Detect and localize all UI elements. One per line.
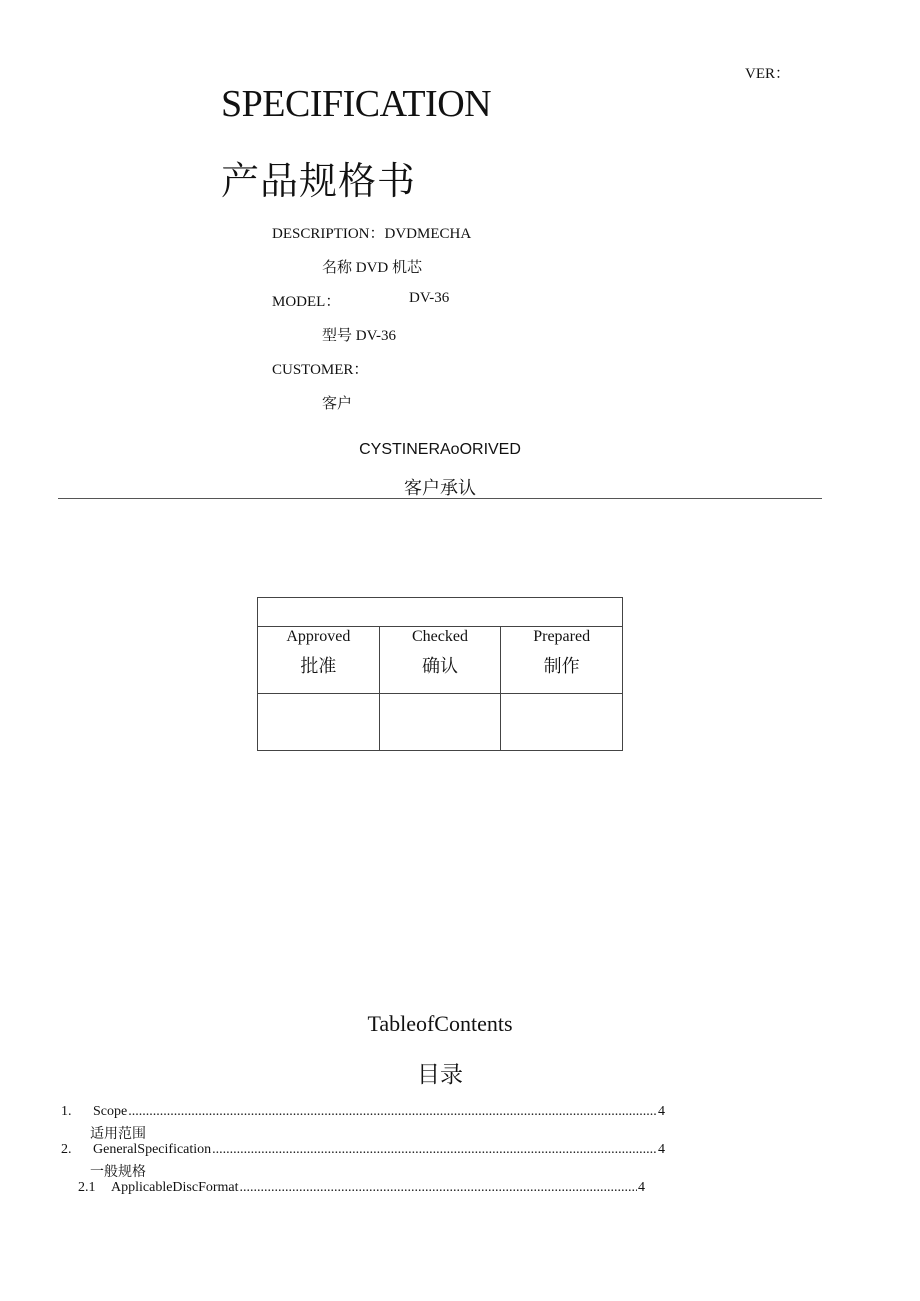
model-value: DV-36 — [409, 290, 450, 306]
approved-signature-cell — [258, 694, 380, 751]
approved-label-en: Approved — [286, 628, 351, 645]
model-cn: 型号 DV-36 — [322, 328, 397, 344]
toc-entry-label: GeneralSpecification — [93, 1142, 212, 1157]
toc-entry-number: 2. — [61, 1142, 72, 1157]
toc-title-cn: 目录 — [417, 1062, 463, 1087]
toc-entry-number: 1. — [61, 1104, 72, 1119]
description-label: DESCRIPTION：DVDMECHA — [272, 226, 472, 242]
customer-label: CUSTOMER： — [272, 362, 369, 378]
signature-table — [257, 597, 623, 751]
document-title-cn: 产品规格书 — [221, 161, 417, 203]
table-row — [258, 627, 623, 694]
description-cn: 名称 DVD 机芯 — [322, 260, 422, 276]
prepared-signature-cell — [501, 694, 623, 751]
toc-entry-applicable-disc-format[interactable] — [78, 1180, 645, 1196]
toc-leader-dots — [128, 1104, 657, 1120]
table-row — [258, 694, 623, 751]
toc-entry-scope-cn: 适用范围 — [90, 1127, 146, 1142]
toc-entry-general-specification-cn: 一般规格 — [90, 1165, 146, 1180]
document-title-en: SPECIFICATION — [221, 83, 492, 125]
toc-leader-dots — [212, 1142, 657, 1158]
approved-column-header — [258, 627, 380, 694]
toc-entry-number: 2.1 — [78, 1180, 96, 1195]
toc-title-en: TableofContents — [367, 1011, 513, 1036]
toc-entry-general-specification[interactable] — [61, 1142, 665, 1158]
toc-entry-page: 4 — [658, 1104, 665, 1119]
checked-label-en: Checked — [411, 628, 468, 645]
approved-label-cn: 批准 — [300, 656, 337, 676]
divider-line — [58, 498, 822, 499]
model-label: MODEL： — [272, 294, 341, 310]
checked-column-header — [379, 627, 501, 694]
toc-entry-page: 4 — [638, 1180, 645, 1195]
toc-entry-label: Scope — [93, 1104, 128, 1119]
customer-approval-title-en: CYSTINERAoORIVED — [359, 441, 521, 458]
customer-approval-title-cn: 客户承认 — [404, 478, 476, 498]
table-row — [258, 598, 623, 627]
toc-entry-scope[interactable] — [61, 1104, 665, 1120]
toc-leader-dots — [240, 1180, 637, 1196]
prepared-label-en: Prepared — [533, 628, 591, 645]
prepared-label-cn: 制作 — [543, 656, 580, 676]
customer-cn: 客户 — [322, 396, 353, 412]
checked-label-cn: 确认 — [421, 656, 458, 676]
toc-entry-page: 4 — [658, 1142, 665, 1157]
table-header-blank-cell — [258, 598, 623, 627]
toc-entry-label: ApplicableDiscFormat — [111, 1180, 239, 1195]
version-label: VER： — [745, 66, 791, 82]
checked-signature-cell — [379, 694, 501, 751]
prepared-column-header — [501, 627, 623, 694]
